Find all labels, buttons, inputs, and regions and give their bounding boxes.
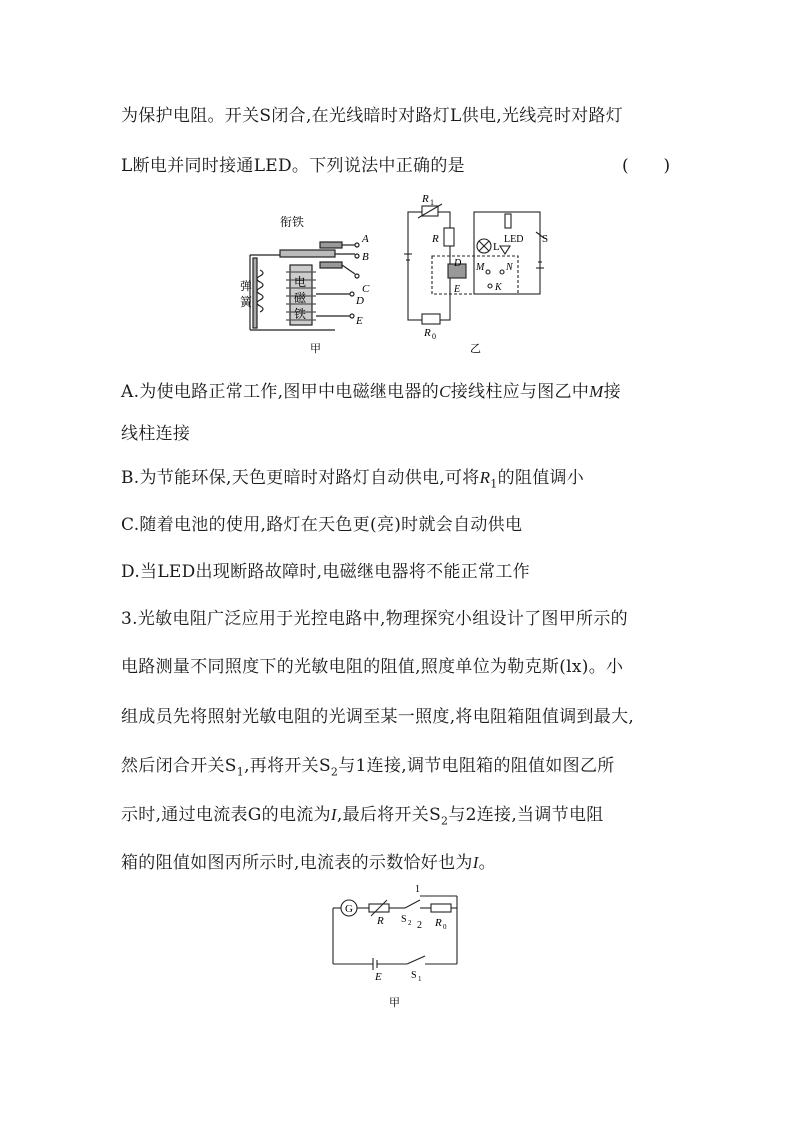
option-a-line-2: 线柱连接 (121, 424, 191, 444)
spring-label-2: 簧 (240, 295, 253, 309)
yi-label-E: E (454, 284, 461, 295)
caption-yi: 乙 (470, 343, 481, 355)
yi-label-R1: R (422, 193, 429, 205)
yi-label-D: D (454, 258, 462, 269)
q3-fig-S1-sub: 1 (418, 975, 422, 983)
q3-fig-S2-sub: 2 (408, 919, 412, 927)
figure-q3-circuit (325, 880, 475, 1015)
yi-label-R1-sub: 1 (430, 198, 434, 207)
answer-bracket: ( ) (622, 156, 671, 176)
q3-line-4: 然后闭合开关$S_1$,再将开关$S_2$与1连接,调节电阻箱的阻值如图乙所 (121, 756, 615, 779)
yi-label-M: M (476, 262, 485, 273)
q3-fig-E: E (375, 971, 382, 983)
spring-label-1: 弹 (240, 279, 253, 293)
q3-line-5: 示时,通过电流表G的电流为I,最后将开关$S_2$与2连接,当调节电阻 (121, 805, 604, 828)
magnet-label-1: 电 (294, 275, 307, 289)
q3-line-1: 3.光敏电阻广泛应用于光控电路中,物理探究小组设计了图甲所示的 (121, 609, 628, 629)
armature-label: 衔铁 (280, 215, 305, 229)
q3-line-2: 电路测量不同照度下的光敏电阻的阻值,照度单位为勒克斯(lx)。小 (121, 657, 624, 677)
magnet-label-3: 铁 (294, 307, 307, 321)
yi-label-K: K (495, 282, 502, 293)
figure-yi (404, 204, 544, 324)
q3-line-3: 组成员先将照射光敏电阻的光调至某一照度,将电阻箱阻值调到最大, (121, 707, 635, 727)
yi-label-R0: R (424, 327, 431, 339)
option-d: D.当LED出现断路故障时,电磁继电器将不能正常工作 (121, 562, 530, 582)
terminal-C: C (362, 283, 370, 295)
option-a-line-1: A.为使电路正常工作,图甲中电磁继电器的C接线柱应与图乙中M接 (121, 382, 621, 402)
q3-fig-R0: R (435, 917, 442, 929)
q3-line-6: 箱的阻值如图丙所示时,电流表的示数恰好也为I。 (121, 853, 496, 873)
q3-fig-G: G (345, 903, 353, 915)
option-b: B.为节能环保,天色更暗时对路灯自动供电,可将$R_1$的阻值调小 (121, 468, 585, 491)
yi-label-S: S (542, 233, 549, 245)
q3-fig-R0-sub: 0 (443, 923, 447, 931)
terminal-D: D (356, 295, 364, 307)
q3-fig-1: 1 (415, 884, 420, 895)
yi-label-L: L (493, 241, 500, 253)
option-c: C.随着电池的使用,路灯在天色更(亮)时就会自动供电 (121, 515, 523, 535)
q3-fig-2: 2 (417, 920, 422, 931)
q3-fig-S2: S (401, 914, 407, 925)
q3-fig-caption: 甲 (389, 997, 400, 1009)
q3-fig-R: R (377, 915, 384, 927)
paragraph-line-1: 为保护电阻。开关S闭合,在光线暗时对路灯L供电,光线亮时对路灯 (121, 106, 624, 126)
caption-jia: 甲 (310, 343, 321, 355)
magnet-label-2: 磁 (294, 291, 307, 305)
yi-label-LED: LED (504, 234, 524, 245)
terminal-A: A (362, 233, 369, 245)
q3-fig-S1: S (411, 970, 417, 981)
terminal-E: E (356, 315, 363, 327)
yi-label-N: N (506, 262, 513, 273)
figure-relay-circuit (220, 190, 560, 360)
yi-label-R: R (432, 233, 439, 245)
yi-label-R0-sub: 0 (432, 332, 436, 341)
paragraph-line-2: L断电并同时接通LED。下列说法中正确的是 (121, 156, 465, 176)
terminal-B: B (362, 251, 369, 263)
